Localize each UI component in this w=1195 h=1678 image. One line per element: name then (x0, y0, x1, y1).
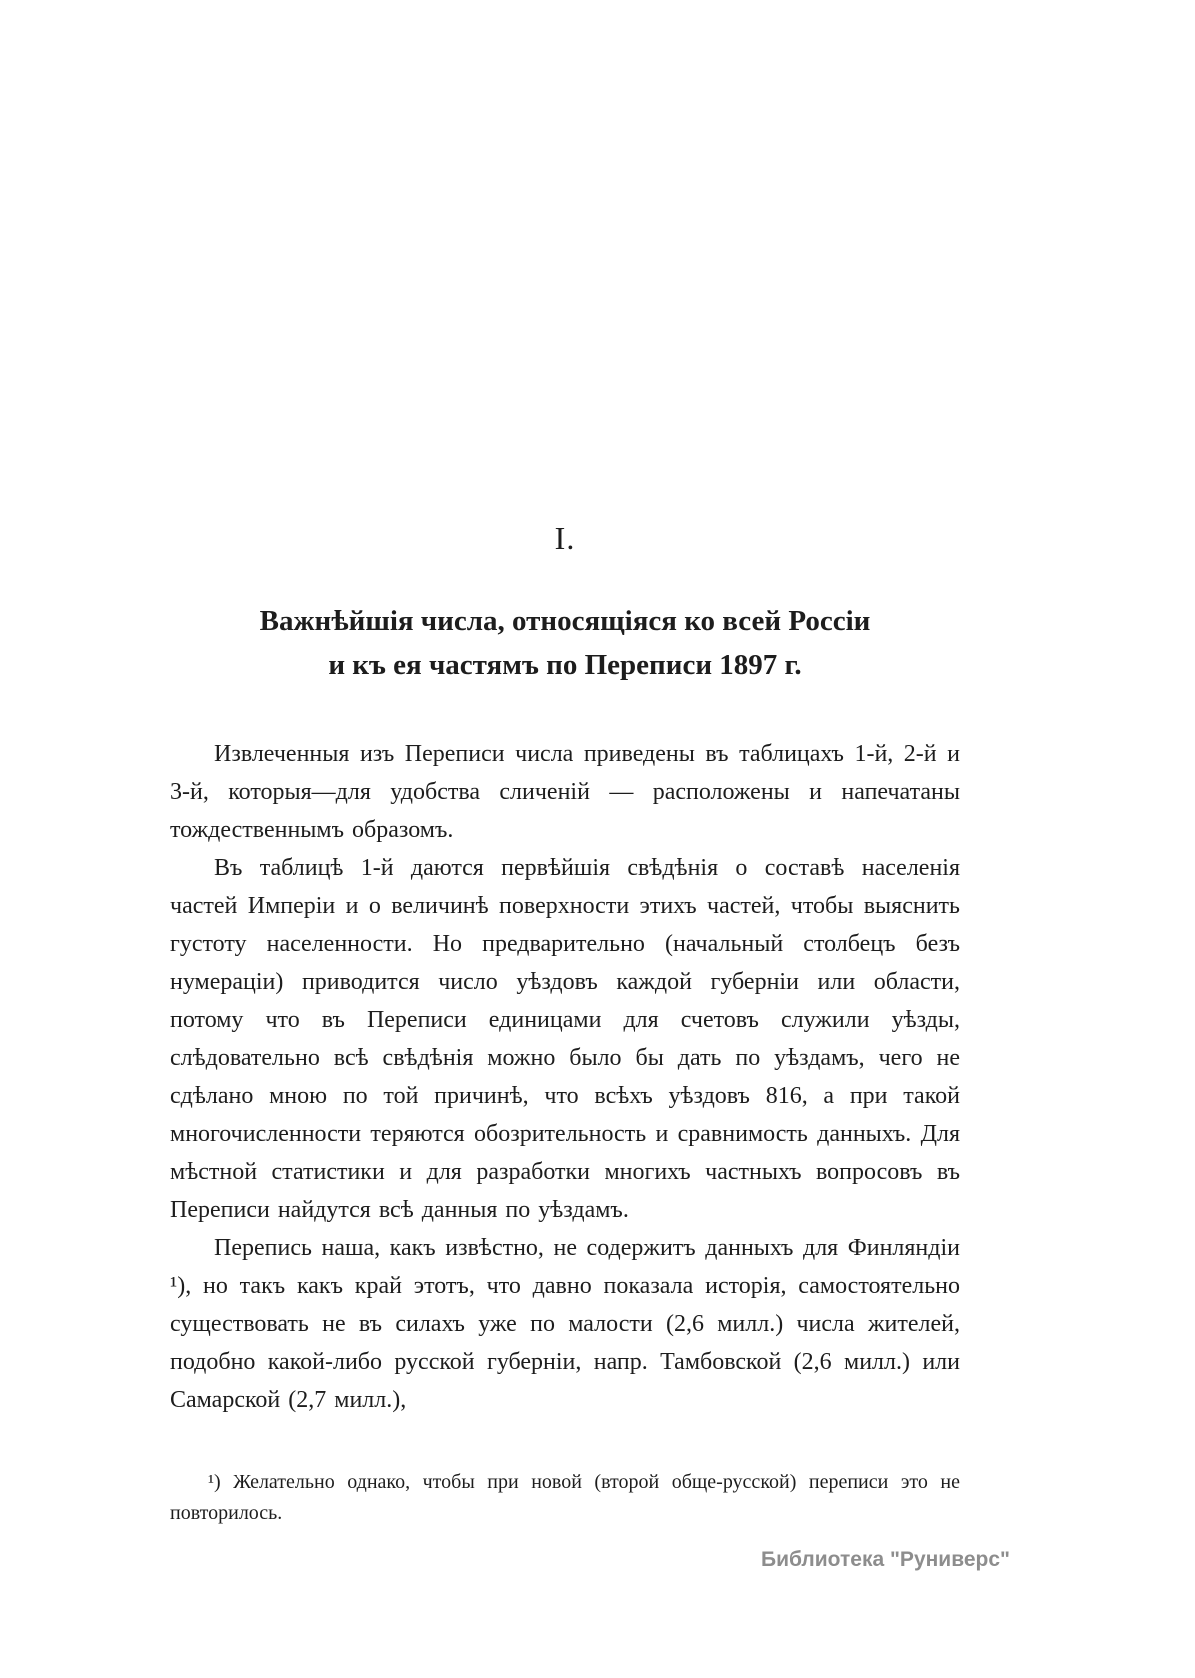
body-paragraph: Извлеченныя изъ Переписи числа приведены въ таблицахъ 1-й, 2-й и 3-й, которыя—для удобства сличеній — расположены и напечатаны тождественнымъ образомъ. (170, 741, 960, 843)
library-watermark: Библиотека "Руниверс" (760, 1548, 1010, 1571)
page-title (170, 599, 960, 687)
body-text (170, 735, 960, 1419)
text-block (170, 520, 960, 1529)
chapter-number: I. (554, 520, 576, 556)
body-paragraph: Перепись наша, какъ извѣстно, не содержитъ данныхъ для Финляндіи ¹), но такъ какъ край этотъ, что давно показала исторія, самостоятельно существовать не въ силахъ уже по малости (2,6 милл.) числа жителей, подобно какой-либо русской губерніи, напр. Тамбовской (2,6 милл.) или Самарской (2,7 милл.), (170, 1235, 960, 1413)
page-title-line2: и къ ея частямъ по Переписи 1897 г. (328, 649, 802, 681)
footnote: ¹) Желательно однако, чтобы при новой (второй обще-русской) переписи это не повторилось. (170, 1471, 960, 1524)
page-title-line1: Важнѣйшія числа, относящіяся ко всей Россіи (259, 605, 871, 637)
body-paragraph: Въ таблицѣ 1-й даются первѣйшія свѣдѣнія о составѣ населенія частей Имперіи и о величинѣ поверхности этихъ частей, чтобы выяснить густоту населенности. Но предварительно (начальный столбецъ безъ нумераціи) приводится число уѣздовъ каждой губерніи или области, потому что въ Переписи единицами для счетовъ служили уѣзды, слѣдовательно всѣ свѣдѣнія можно было бы дать по уѣздамъ, чего не сдѣлано мною по той причинѣ, что всѣхъ уѣздовъ 816, а при такой многочисленности теряются обозрительность и сравнимость данныхъ. Для мѣстной статистики и для разработки многихъ частныхъ вопросовъ въ Переписи найдутся всѣ данныя по уѣздамъ. (170, 855, 960, 1223)
